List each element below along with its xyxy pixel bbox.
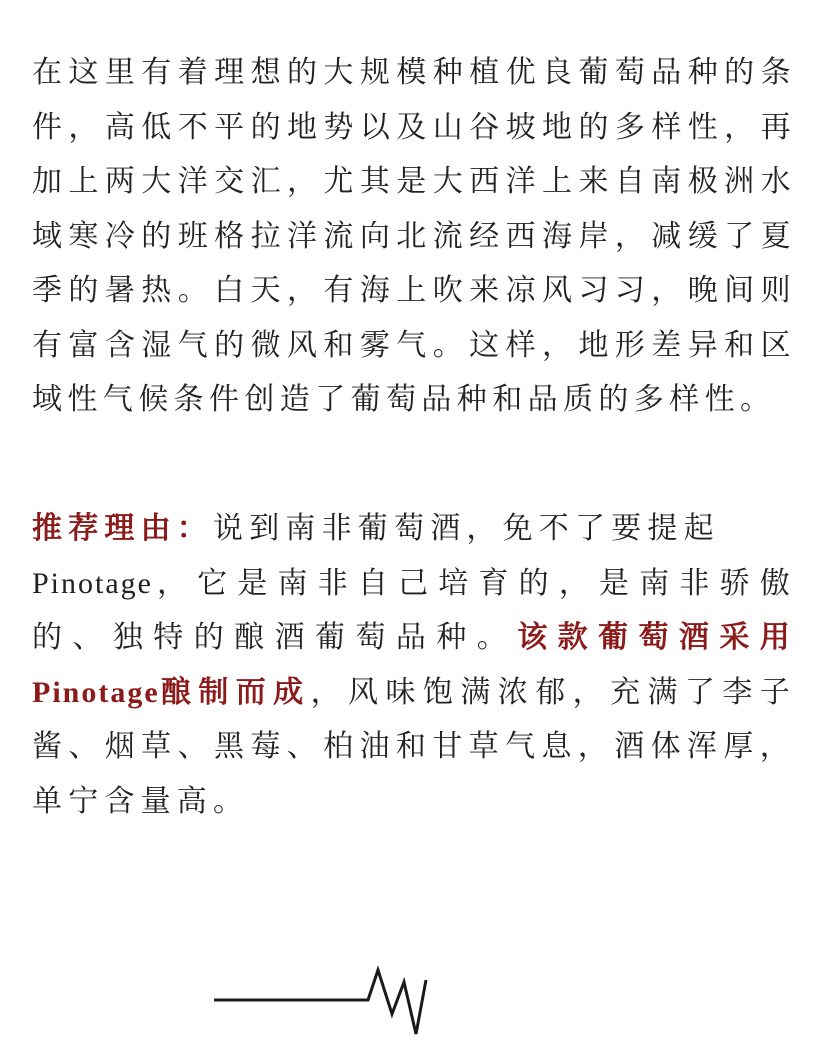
recommendation-label: 推荐理由：: [32, 511, 213, 546]
recommendation-ending: ，风味饱满浓郁，充满了李子酱、烟草、黑莓、柏油和甘草气息，酒体浑厚，单宁含量高。: [32, 674, 796, 819]
grape-name: Pinotage: [32, 566, 153, 600]
highlight-grape-name: Pinotage: [32, 675, 160, 709]
recommendation-paragraph: [32, 502, 796, 829]
highlight-text: 该款葡萄酒采用: [517, 620, 796, 655]
intro-paragraph-text: 在这里有着理想的大规模种植优良葡萄品种的条件，高低不平的地势以及山谷坡地的多样性，再加上两大洋交汇，尤其是大西洋上来自南极洲水域寒冷的班格拉洋流向北流经西海岸，减缓了夏季的暑热。白天，有海上吹来凉风习习，晚间则有富含湿气的微风和雾气。这样，地形差异和区域性气候条件创造了葡萄品种和品质的多样性。: [32, 55, 796, 417]
recommendation-middle: ，它是南非自己培育的，是南非骄傲的、独特的酿酒葡萄品种。: [32, 565, 796, 655]
zigzag-divider-icon: [210, 962, 440, 1048]
intro-paragraph: [32, 46, 796, 428]
recommendation-intro: 说到南非葡萄酒，免不了要提起: [213, 511, 720, 546]
zigzag-divider-line: [214, 970, 426, 1034]
highlight-text-end: 酿制而成: [159, 674, 311, 710]
